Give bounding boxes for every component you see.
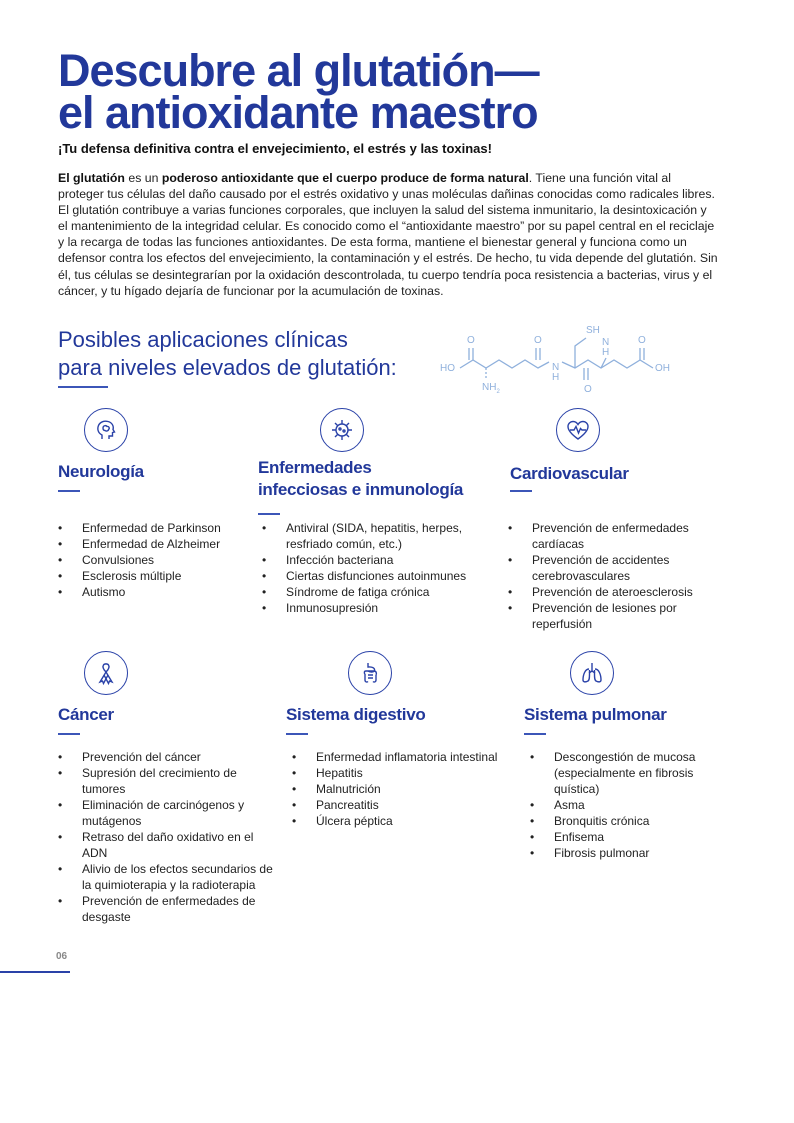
list-item: • Eliminación de carcinógenos y mutágenos: [58, 797, 273, 829]
heart-pulse-icon: [556, 408, 600, 452]
applications-heading-line-2: para niveles elevados de glutatión:: [58, 355, 397, 380]
list-item: • Bronquitis crónica: [530, 813, 720, 829]
list-item: • Enfermedad de Alzheimer: [58, 536, 248, 552]
digestive-system-icon: [348, 651, 392, 695]
list-item: • Convulsiones: [58, 552, 248, 568]
mol-label-o-2: O: [534, 335, 542, 346]
list-item: • Hepatitis: [292, 765, 512, 781]
section-rule-infecciosas: [258, 513, 280, 515]
section-title-infecciosas: [258, 457, 463, 501]
list-item: • Antiviral (SIDA, hepatitis, herpes, resfriado común, etc.): [262, 520, 477, 552]
applications-heading: [58, 326, 397, 382]
intro-text-a: es un: [124, 171, 162, 185]
mol-label-h-1: H: [552, 372, 560, 383]
list-infecciosas: [262, 520, 477, 616]
list-cancer: [58, 749, 273, 925]
intro-bold-phrase: poderoso antioxidante que el cuerpo produce de forma natural: [161, 171, 529, 185]
list-item: • Prevención del cáncer: [58, 749, 273, 765]
list-item: • Prevención de lesiones por reperfusión: [508, 600, 718, 632]
intro-text-b: . Tiene una función vital al proteger tus células del daño causado por el estrés oxidativo y unas moléculas dañinas conocidas como radicales libres. El glutatión contribuye a varias funciones corporales, que incluyen la salud del sistema inmunitario, la desintoxicación y el mantenimiento de la integridad celular. Es conocido como el “antioxidante maestro” por su papel central en el reciclaje y la recarga de todas las funciones antioxidantes. De esta forma, mantiene el bienestar general y funciona como un defensor contra los efectos del envejecimiento, la contaminación y el estrés. De hecho, tu vida depende del glutatión. Sin él, tus células se desintegrarían por la oxidación descontrolada, tu cuerpo tendría poca resistencia a bacterias, virus y el cáncer, y tu hígado dejaría de funcionar por la acumulación de toxinas.: [58, 171, 718, 298]
list-item: • Enfermedad de Parkinson: [58, 520, 248, 536]
list-item: • Síndrome de fatiga crónica: [262, 584, 477, 600]
intro-paragraph: [58, 170, 718, 299]
page-subtitle: ¡Tu defensa definitiva contra el envejecimiento, el estrés y las toxinas!: [58, 141, 492, 156]
list-cardiovascular: [508, 520, 718, 632]
mol-label-oh: OH: [655, 363, 670, 374]
list-item: • Inmunosupresión: [262, 600, 477, 616]
section-rule-pulmonar: [524, 733, 546, 735]
section-rule-neurologia: [58, 490, 80, 492]
mol-label-ho: HO: [440, 363, 455, 374]
list-item: • Malnutrición: [292, 781, 512, 797]
applications-rule: [58, 386, 108, 388]
page-number: 06: [56, 951, 68, 962]
list-item: • Descongestión de mucosa (especialmente en fibrosis quística): [530, 749, 720, 797]
virus-icon: [320, 408, 364, 452]
list-item: • Pancreatitis: [292, 797, 512, 813]
mol-label-n-1: N: [552, 362, 560, 373]
section-title-neurologia: Neurología: [58, 462, 144, 481]
list-item: • Enfermedad inflamatoria intestinal: [292, 749, 512, 765]
list-item: • Supresión del crecimiento de tumores: [58, 765, 273, 797]
mol-label-nh2: $NH_2$: [482, 382, 500, 395]
section-title-cancer: Cáncer: [58, 705, 114, 724]
ribbon-icon: [84, 651, 128, 695]
mol-label-h-2: H: [602, 347, 610, 358]
list-item: • Fibrosis pulmonar: [530, 845, 720, 861]
brain-head-icon: [84, 408, 128, 452]
glutathione-molecule-diagram: [436, 318, 681, 398]
mol-label-n-2: N: [602, 337, 610, 348]
list-item: • Enfisema: [530, 829, 720, 845]
section-rule-cardiovascular: [510, 490, 532, 492]
list-item: • Autismo: [58, 584, 248, 600]
list-item: • Asma: [530, 797, 720, 813]
title-line-2: el antioxidante maestro: [58, 87, 538, 138]
list-item: • Úlcera péptica: [292, 813, 512, 829]
section-title-cardiovascular: Cardiovascular: [510, 464, 629, 483]
section-title-pulmonar: Sistema pulmonar: [524, 705, 667, 724]
list-digestivo: [292, 749, 512, 829]
intro-term: El glutatión: [58, 171, 125, 185]
mol-label-o-1: O: [467, 335, 475, 346]
page-number-rule: [0, 971, 70, 973]
mol-label-o-4: O: [638, 335, 646, 346]
list-item: • Esclerosis múltiple: [58, 568, 248, 584]
list-neurologia: [58, 520, 248, 600]
list-item: • Prevención de ateroesclerosis: [508, 584, 718, 600]
section-title-digestivo: Sistema digestivo: [286, 705, 426, 724]
section-title-infecciosas-line-1: Enfermedades: [258, 458, 372, 477]
title-line-1: Descubre al glutatión—: [58, 45, 539, 96]
section-rule-cancer: [58, 733, 80, 735]
list-pulmonar: [530, 749, 720, 861]
mol-label-sh: SH: [586, 325, 600, 336]
page-title: [58, 45, 758, 138]
list-item: • Prevención de enfermedades de desgaste: [58, 893, 273, 925]
lungs-icon: [570, 651, 614, 695]
applications-heading-line-1: Posibles aplicaciones clínicas: [58, 327, 348, 352]
list-item: • Prevención de accidentes cerebrovasculares: [508, 552, 718, 584]
list-item: • Infección bacteriana: [262, 552, 477, 568]
section-title-infecciosas-line-2: infecciosas e inmunología: [258, 480, 464, 499]
list-item: • Prevención de enfermedades cardíacas: [508, 520, 718, 552]
section-rule-digestivo: [286, 733, 308, 735]
list-item: • Alivio de los efectos secundarios de la quimioterapia y la radioterapia: [58, 861, 273, 893]
mol-label-o-3: O: [584, 384, 592, 395]
list-item: • Ciertas disfunciones autoinmunes: [262, 568, 477, 584]
list-item: • Retraso del daño oxidativo en el ADN: [58, 829, 273, 861]
